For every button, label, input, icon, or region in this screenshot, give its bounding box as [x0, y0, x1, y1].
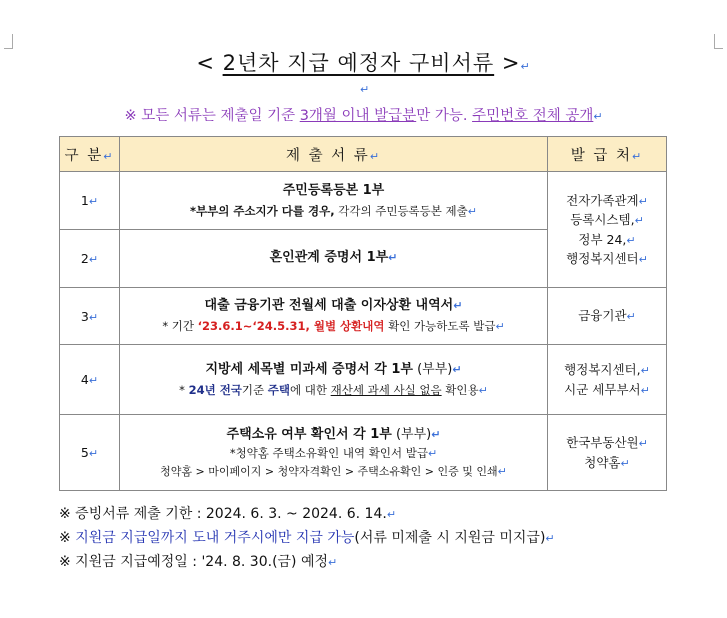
header-documents: 제 출 서 류↵ [120, 137, 548, 172]
table-row [60, 172, 667, 230]
blank-line [360, 78, 369, 97]
row-number: 4↵ [60, 345, 120, 415]
footer-residency-condition: ※ 지원금 지급일까지 도내 거주시에만 지급 가능(서류 미제출 시 지원금 미지급)↵ [59, 530, 555, 546]
paragraph-mark-icon: ↵ [360, 83, 370, 96]
issuer-cell-merged: 전자가족관계↵ 등록시스템,↵ 정부 24,↵ 행정복지센터↵ [548, 172, 667, 288]
paragraph-mark-icon: ↵ [520, 60, 531, 73]
footer-deadline: ※ 증빙서류 제출 기한 : 2024. 6. 3. ~ 2024. 6. 14.↵ [59, 506, 397, 522]
row-number: 5↵ [60, 415, 120, 491]
row-number: 1↵ [60, 172, 120, 230]
table-row [60, 288, 667, 345]
table-row [60, 345, 667, 415]
header-issuer: 발 급 처↵ [548, 137, 667, 172]
issuer-cell: 금융기관↵ [548, 288, 667, 345]
document-cell: 대출 금융기관 전월세 대출 이자상환 내역서↵ * 기간 ‘23.6.1~‘24.5.31, 월별 상환내역 확인 가능하도록 발급↵ [120, 288, 548, 345]
title-underlined-text: 2년차 지급 예정자 구비서류 [222, 51, 495, 75]
issuer-cell: 행정복지센터,↵ 시군 세무부서↵ [548, 345, 667, 415]
document-cell: 혼인관계 증명서 1부↵ [120, 230, 548, 288]
table-header-row [60, 137, 667, 172]
issuer-cell: 한국부동산원↵ 청약홈↵ [548, 415, 667, 491]
document-cell: 주택소유 여부 확인서 각 1부 (부부)↵ *청약홈 주택소유확인 내역 확인서 발급↵ 청약홈 > 마이페이지 > 청약자격확인 > 주택소유확인 > 인증 및 인쇄↵ [120, 415, 548, 491]
table-row [60, 415, 667, 491]
paragraph-mark-icon: ↵ [593, 110, 603, 123]
document-cell: 지방세 세목별 미과세 증명서 각 1부 (부부)↵ * 24년 전국기준 주택에 대한 재산세 과세 사실 없음 확인용↵ [120, 345, 548, 415]
row-number: 2↵ [60, 230, 120, 288]
notice-line: ※ 모든 서류는 제출일 기준 3개월 이내 발급분만 가능. 주민번호 전체 공개↵ [124, 108, 603, 124]
footer-payment-date: ※ 지원금 지급예정일 : '24. 8. 30.(금) 예정↵ [59, 554, 338, 570]
header-category: 구 분↵ [60, 137, 120, 172]
documents-table [59, 136, 667, 491]
document-title: < 2년차 지급 예정자 구비서류 >↵ [196, 51, 531, 75]
row-number: 3↵ [60, 288, 120, 345]
document-cell: 주민등록등본 1부 *부부의 주소지가 다를 경우, 각각의 주민등록등본 제출↵ [120, 172, 548, 230]
